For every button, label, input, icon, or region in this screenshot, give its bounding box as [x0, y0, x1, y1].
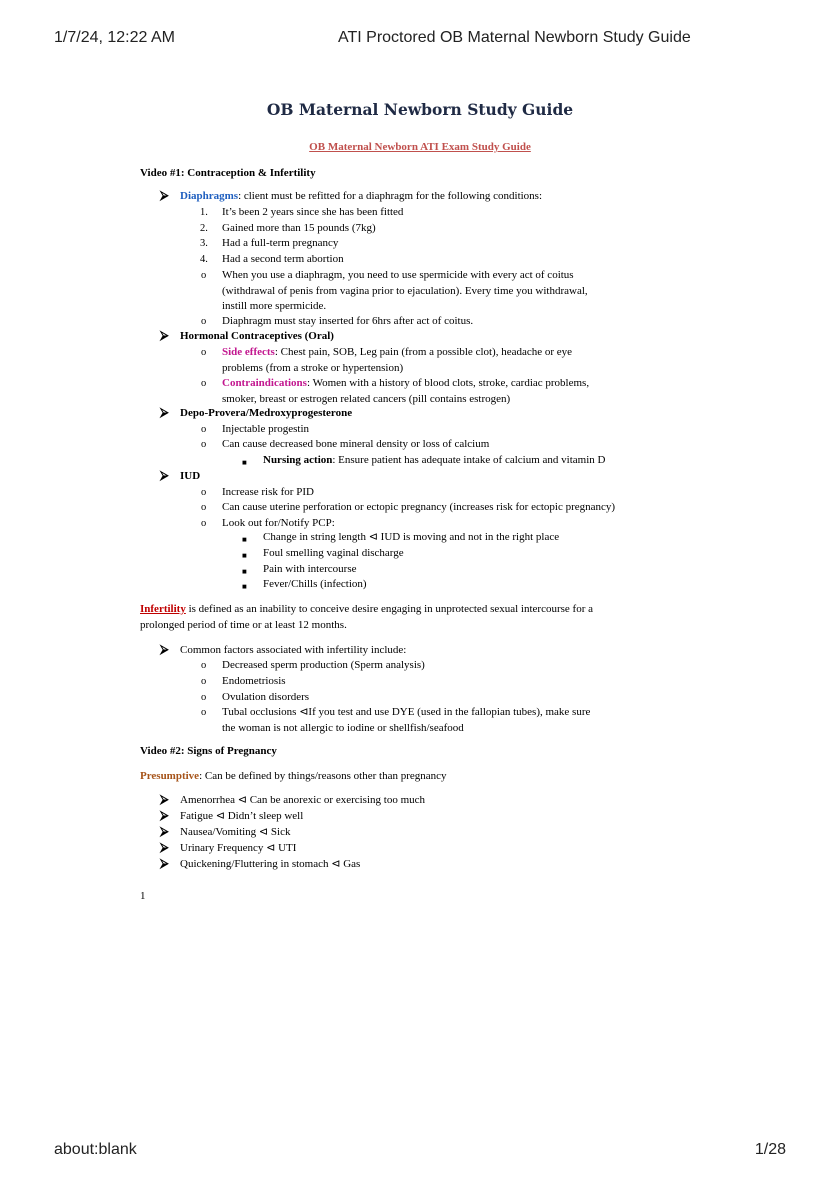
arrow-bullet: ⮚ [160, 405, 169, 419]
list-item: Pain with intercourse [263, 563, 357, 575]
arrow-bullet: ⮚ [160, 856, 169, 870]
list-item: Change in string length ⊲ IUD is moving and not in the right place [263, 531, 560, 543]
arrow-bullet: ⮚ [160, 468, 169, 482]
list-item: Injectable progestin [222, 423, 310, 435]
list-item: Diaphragm must stay inserted for 6hrs after act of coitus. [222, 315, 474, 327]
infertility-text: is defined as an inability to conceive desire engaging in unprotected sexual intercourse for a [185, 603, 593, 615]
list-item: It’s been 2 years since she has been fitted [222, 206, 404, 218]
arrow-bullet: ⮚ [160, 824, 169, 838]
print-document-title: ATI Proctored OB Maternal Newborn Study Guide [338, 29, 691, 46]
list-item: Can cause uterine perforation or ectopic pregnancy (increases risk for ectopic pregnancy) [222, 501, 616, 513]
diaphragms-label: Diaphragms [180, 190, 239, 202]
list-item: Look out for/Notify PCP: [222, 517, 335, 529]
presumptive-text: : Can be defined by things/reasons other than pregnancy [199, 770, 447, 782]
contraindications-text: : Women with a history of blood clots, stroke, cardiac problems, [306, 377, 590, 389]
square-bullet: ■ [242, 551, 247, 560]
side-effects-text: : Chest pain, SOB, Leg pain (from a possible clot), headache or eye [274, 346, 573, 358]
side-effects-label: Side effects [222, 346, 275, 358]
list-item: Foul smelling vaginal discharge [263, 547, 404, 559]
video1-heading: Video #1: Contraception & Infertility [140, 167, 316, 179]
circle-bullet: o [201, 424, 207, 435]
arrow-bullet: ⮚ [160, 328, 169, 342]
list-item: Quickening/Fluttering in stomach ⊲ Gas [180, 858, 361, 870]
list-item: Urinary Frequency ⊲ UTI [180, 842, 297, 854]
circle-bullet: o [201, 676, 207, 687]
iud-heading: IUD [180, 470, 201, 482]
side-effects-item [222, 345, 572, 361]
list-item: Endometriosis [222, 675, 286, 687]
list-number: 2. [200, 223, 208, 234]
list-item: Ovulation disorders [222, 691, 310, 703]
page-subtitle: OB Maternal Newborn ATI Exam Study Guide [309, 141, 531, 153]
list-item: Amenorrhea ⊲ Can be anorexic or exercising too much [180, 794, 426, 806]
print-timestamp: 1/7/24, 12:22 AM [54, 29, 175, 46]
square-bullet: ■ [242, 458, 247, 467]
list-item-continued: instill more spermicide. [222, 300, 327, 312]
list-number: 3. [200, 238, 208, 249]
contraindications-label: Contraindications [222, 377, 307, 389]
square-bullet: ■ [242, 582, 247, 591]
circle-bullet: o [201, 316, 207, 327]
arrow-bullet: ⮚ [160, 792, 169, 806]
nursing-action-item [263, 453, 605, 469]
infertility-paragraph [140, 602, 593, 618]
arrow-bullet: ⮚ [160, 808, 169, 822]
list-item: Fatigue ⊲ Didn’t sleep well [180, 810, 304, 822]
square-bullet: ■ [242, 535, 247, 544]
list-item-continued: smoker, breast or estrogen related cancers (pill contains estrogen) [222, 393, 511, 405]
nursing-action-text: : Ensure patient has adequate intake of calcium and vitamin D [332, 454, 606, 466]
page-title: OB Maternal Newborn Study Guide [266, 100, 574, 119]
arrow-bullet: ⮚ [160, 840, 169, 854]
list-item: Can cause decreased bone mineral density or loss of calcium [222, 438, 490, 450]
square-bullet: ■ [242, 567, 247, 576]
circle-bullet: o [201, 378, 207, 389]
circle-bullet: o [201, 487, 207, 498]
circle-bullet: o [201, 518, 207, 529]
infertility-paragraph-continued: prolonged period of time or at least 12 months. [140, 619, 347, 631]
list-item-continued: the woman is not allergic to iodine or shellfish/seafood [222, 722, 464, 734]
hormonal-contraceptives-heading: Hormonal Contraceptives (Oral) [180, 330, 334, 342]
circle-bullet: o [201, 270, 207, 281]
list-item: Tubal occlusions ⊲If you test and use DYE (used in the fallopian tubes), make sure [222, 706, 591, 718]
video2-heading: Video #2: Signs of Pregnancy [140, 745, 277, 757]
arrow-bullet: ⮚ [160, 188, 169, 202]
list-item: Decreased sperm production (Sperm analysis) [222, 659, 425, 671]
circle-bullet: o [201, 347, 207, 358]
list-item: Increase risk for PID [222, 486, 314, 498]
arrow-bullet: ⮚ [160, 642, 169, 656]
circle-bullet: o [201, 439, 207, 450]
contraindications-item [222, 376, 589, 392]
list-item: When you use a diaphragm, you need to use spermicide with every act of coitus [222, 269, 574, 281]
circle-bullet: o [201, 502, 207, 513]
list-item-continued: problems (from a stroke or hypertension) [222, 362, 404, 374]
diaphragms-item [180, 189, 542, 205]
list-item: Gained more than 15 pounds (7kg) [222, 222, 376, 234]
list-number: 4. [200, 254, 208, 265]
circle-bullet: o [201, 692, 207, 703]
presumptive-paragraph [140, 769, 447, 785]
nursing-action-label: Nursing action [263, 454, 333, 466]
list-item: Had a second term abortion [222, 253, 344, 265]
depo-provera-heading: Depo-Provera/Medroxyprogesterone [180, 407, 353, 419]
presumptive-label: Presumptive [140, 770, 200, 782]
print-url: about:blank [54, 1141, 137, 1158]
page-number: 1 [140, 890, 146, 902]
circle-bullet: o [201, 707, 207, 718]
circle-bullet: o [201, 660, 207, 671]
print-page-count: 1/28 [754, 1141, 786, 1158]
list-item: Had a full-term pregnancy [222, 237, 339, 249]
list-item: Fever/Chills (infection) [263, 578, 367, 590]
diaphragms-text: : client must be refitted for a diaphragm for the following conditions: [238, 190, 543, 202]
common-factors-item: Common factors associated with infertility include: [180, 644, 407, 656]
list-number: 1. [200, 207, 208, 218]
list-item: Nausea/Vomiting ⊲ Sick [180, 826, 291, 838]
list-item-continued: (withdrawal of penis from vagina prior to ejaculation). Every time you withdrawal, [222, 285, 588, 297]
infertility-label: Infertility [140, 603, 186, 615]
